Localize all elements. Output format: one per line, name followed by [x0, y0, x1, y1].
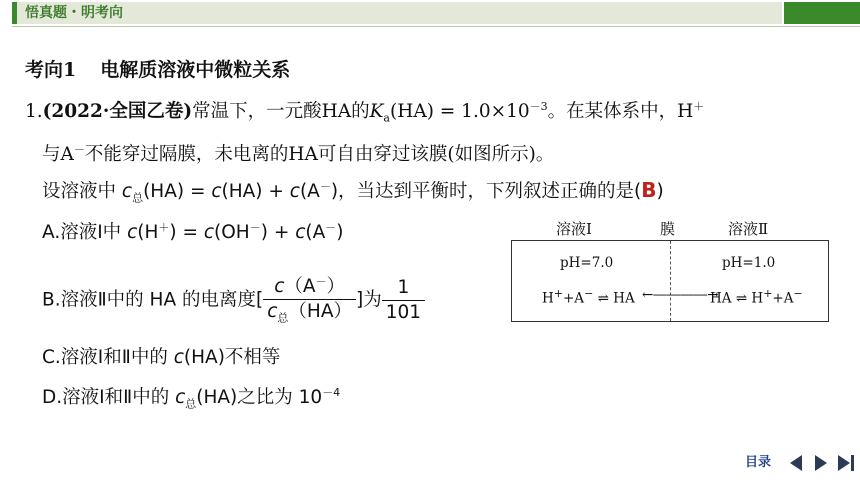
- charge-sup: −: [793, 287, 803, 300]
- c-symbol: c: [211, 181, 222, 202]
- prev-page-icon[interactable]: [790, 455, 802, 471]
- option-c[interactable]: [42, 343, 280, 369]
- charge-sup: +: [553, 287, 563, 300]
- charge-sup: −: [584, 287, 594, 300]
- charge-sup: ＋: [158, 220, 170, 234]
- question-line-3: [42, 177, 664, 206]
- option-text: （HA）: [288, 301, 352, 323]
- ka-value: (HA) = 1.0×10: [389, 101, 530, 122]
- header-right-block: [784, 2, 860, 24]
- c-symbol: c: [127, 222, 138, 243]
- eq-text: H: [542, 290, 554, 307]
- last-page-bar: [851, 455, 854, 471]
- charge-sup: +: [763, 287, 773, 300]
- header-band: [12, 2, 782, 24]
- ionization-fraction: [263, 270, 356, 331]
- membrane-line: [670, 241, 671, 321]
- left-equilibrium: [542, 287, 635, 307]
- option-text: A.溶液Ⅰ中: [42, 222, 128, 243]
- header-divider: [12, 26, 860, 27]
- stem-text: 设溶液中: [42, 181, 122, 202]
- next-page-icon[interactable]: [815, 455, 827, 471]
- question-number: 1.: [25, 101, 43, 122]
- eq-text: +A: [772, 290, 794, 307]
- option-text: （A: [284, 276, 316, 298]
- stem-text: 。在某体系中，H: [547, 101, 694, 122]
- ka-symbol: K: [369, 101, 384, 122]
- total-sub: 总: [277, 311, 289, 325]
- stem-text: )，当达到平衡时，下列叙述正确的是(: [330, 181, 642, 202]
- last-page-icon[interactable]: [838, 455, 850, 471]
- stem-text: (A: [299, 181, 320, 202]
- question-source: (2022·全国乙卷): [42, 101, 193, 122]
- right-ph: pH=1.0: [722, 255, 776, 271]
- option-text: ]为: [355, 289, 382, 311]
- answer-choice: B: [641, 178, 657, 202]
- c-symbol: c: [203, 222, 215, 243]
- charge-sup: －: [319, 179, 331, 193]
- option-text: (H: [137, 222, 159, 243]
- catalog-link[interactable]: 目录: [745, 455, 772, 470]
- right-equilibrium: [710, 287, 803, 307]
- value-fraction: [382, 276, 425, 325]
- c-symbol: c: [121, 181, 133, 202]
- eq-text: +A: [563, 290, 585, 307]
- option-text: C.溶液Ⅰ和Ⅱ中的: [42, 347, 174, 368]
- eq-text: ⇌ HA: [593, 290, 635, 307]
- ka-subscript: a: [383, 111, 390, 125]
- charge-sup: －: [315, 275, 327, 288]
- left-ph: pH=7.0: [560, 255, 614, 271]
- header-bar: [0, 0, 860, 27]
- section-title: 电解质溶液中微粒关系: [100, 59, 291, 81]
- c-symbol: c: [295, 222, 306, 243]
- option-text: ) +: [260, 222, 296, 243]
- charge-sup: ＋: [693, 99, 705, 113]
- option-text: (OH: [214, 222, 250, 243]
- option-a[interactable]: [42, 218, 343, 244]
- option-text: (HA)之比为 10: [196, 387, 323, 408]
- fraction-denominator: 101: [385, 301, 422, 323]
- c-symbol: c: [175, 387, 186, 408]
- charge-sup: －: [73, 142, 85, 156]
- option-text: (A: [305, 222, 326, 243]
- option-d[interactable]: [42, 383, 340, 412]
- diagram-header-left: 溶液Ⅰ: [556, 220, 592, 238]
- option-b[interactable]: [42, 270, 425, 331]
- charge-sup: －: [325, 220, 337, 234]
- option-text: D.溶液Ⅰ和Ⅱ中的: [42, 387, 176, 408]
- option-text: (HA)不相等: [183, 347, 281, 368]
- total-sub: 总: [132, 191, 144, 205]
- stem-text: 常温下，一元酸HA的: [192, 101, 370, 122]
- total-sub: 总: [185, 397, 197, 411]
- header-title: 悟真题・明考向: [25, 5, 123, 21]
- ka-exponent: －3: [529, 99, 548, 113]
- question-line-1: [25, 97, 704, 125]
- c-symbol: c: [173, 347, 184, 368]
- stem-text: ): [656, 181, 664, 202]
- stem-text: 不能穿过隔膜，未电离的HA可自由穿过该膜(如图所示)。: [84, 144, 555, 165]
- option-text: ）: [326, 276, 346, 298]
- option-text: ): [336, 222, 344, 243]
- section-label: 考向1: [25, 59, 77, 81]
- stem-text: (HA) =: [143, 181, 212, 202]
- c-symbol: c: [289, 181, 300, 202]
- diagram-header-right: 溶液Ⅱ: [728, 220, 769, 238]
- c-symbol: c: [267, 301, 278, 323]
- diagram-header-membrane: 膜: [660, 220, 676, 238]
- question-line-2: [42, 140, 554, 166]
- c-symbol: c: [274, 276, 285, 298]
- option-text: B.溶液Ⅱ中的 HA 的电离度[: [42, 289, 264, 311]
- fraction-numerator: 1: [382, 276, 425, 301]
- stem-text: 与A: [42, 144, 74, 165]
- option-text: ) =: [169, 222, 204, 243]
- exponent-sup: －4: [322, 385, 341, 399]
- header-accent: [12, 2, 17, 24]
- membrane-diagram: [511, 220, 829, 322]
- charge-sup: －: [249, 220, 261, 234]
- stem-text: (HA) +: [221, 181, 290, 202]
- eq-text: HA ⇌ H: [710, 290, 764, 307]
- section-heading: [25, 55, 290, 82]
- transfer-arrow: ←――――→: [642, 287, 719, 303]
